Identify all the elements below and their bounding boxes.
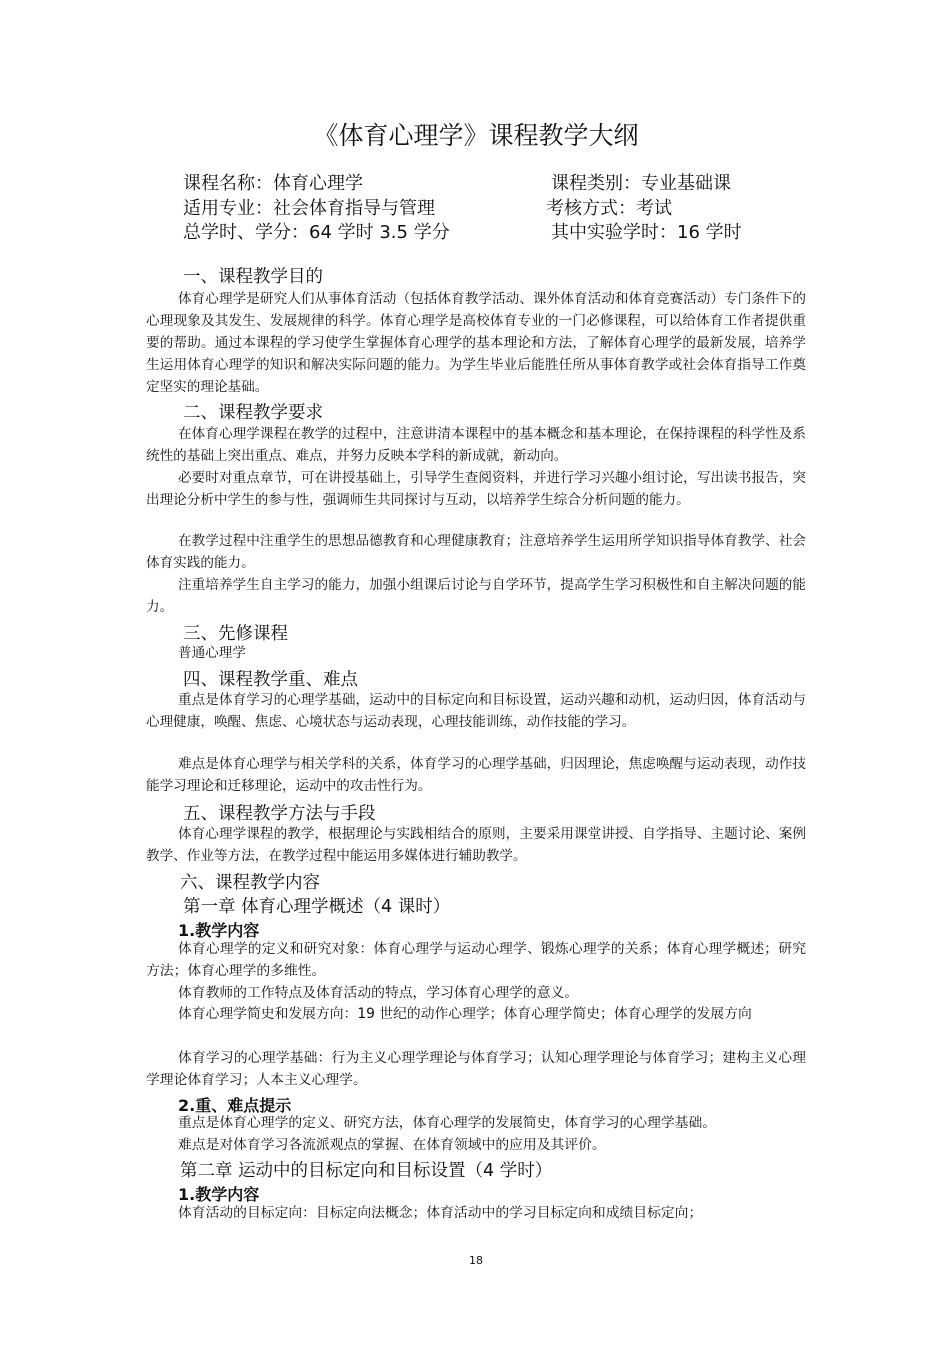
- section-5-paragraph: 体育心理学课程的教学，根据理论与实践相结合的原则，主要采用课堂讲授、自学指导、主题讨论、案例教学、作业等方法，在教学过程中能运用多媒体进行辅助教学。: [146, 826, 806, 864]
- section-3-paragraph: 普通心理学: [178, 645, 246, 661]
- section-2-paragraph-4: 注重培养学生自主学习的能力，加强小组课后讨论与自学环节，提高学生学习积极性和自主解决问题的能力。: [146, 577, 806, 615]
- section-4-heading: 四、课程教学重、难点: [183, 670, 358, 690]
- course-name: 课程名称：体育心理学: [183, 173, 363, 194]
- section-5-heading: 五、课程教学方法与手段: [183, 804, 376, 824]
- assessment: 考核方式：考试: [546, 198, 672, 219]
- chapter-1-paragraph-4: 体育学习的心理学基础：行为主义心理学理论与体育学习；认知心理学理论与体育学习；建构主义心理学理论体育学习；人本主义心理学。: [146, 1050, 806, 1088]
- chapter-1-heading: 第一章 体育心理学概述（4 课时）: [183, 897, 451, 917]
- major: 适用专业：社会体育指导与管理: [183, 198, 435, 219]
- section-2-paragraph-1: 在体育心理学课程在教学的过程中，注意讲清本课程中的基本概念和基本理论，在保持课程的科学性及系统性的基础上突出重点、难点，并努力反映本学科的新成就，新动向。: [146, 426, 806, 464]
- section-2-paragraph-3: 在教学过程中注重学生的思想品德教育和心理健康教育；注意培养学生运用所学知识指导体育教学、社会体育实践的能力。: [146, 533, 806, 571]
- section-4-paragraph-2: 难点是体育心理学与相关学科的关系，体育学习的心理学基础，归因理论，焦虑唤醒与运动表现，动作技能学习理论和迁移理论，运动中的攻击性行为。: [146, 756, 806, 794]
- chapter-2-subheading-content: 1.教学内容: [178, 1185, 260, 1204]
- info-row-1: [0, 169, 952, 195]
- chapter-1-subheading-content: 1.教学内容: [178, 921, 260, 940]
- section-1-heading: 一、课程教学目的: [183, 267, 323, 287]
- section-4-paragraph-1: 重点是体育学习的心理学基础，运动中的目标定向和目标设置，运动兴趣和动机，运动归因，体育活动与心理健康，唤醒、焦虑、心境状态与运动表现，心理技能训练，动作技能的学习。: [146, 692, 806, 730]
- chapter-1-paragraph-1: 体育心理学的定义和研究对象：体育心理学与运动心理学、锻炼心理学的关系；体育心理学概述；研究方法；体育心理学的多维性。: [146, 941, 806, 979]
- chapter-1-paragraph-3: 体育心理学简史和发展方向：19 世纪的动作心理学；体育心理学简史；体育心理学的发展方向: [178, 1006, 752, 1022]
- info-row-2: [0, 194, 952, 220]
- document-title: 《体育心理学》课程教学大纲: [313, 121, 639, 150]
- course-type: 课程类别：专业基础课: [551, 173, 731, 194]
- section-2-paragraph-2: 必要时对重点章节，可在讲授基础上，引导学生查阅资料，并进行学习兴趣小组讨论，写出读书报告，突出理论分析中学生的参与性，强调师生共同探讨与互动，以培养学生综合分析问题的能力。: [146, 470, 806, 508]
- section-6-heading: 六、课程教学内容: [180, 873, 320, 893]
- hours-credits: 总学时、学分：64 学时 3.5 学分: [183, 222, 450, 243]
- page-number: 18: [469, 1254, 483, 1267]
- chapter-2-heading: 第二章 运动中的目标定向和目标设置（4 学时）: [180, 1161, 553, 1181]
- section-1-paragraph: 体育心理学是研究人们从事体育活动（包括体育教学活动、课外体育活动和体育竞赛活动）专门条件下的心理现象及其发生、发展规律的科学。体育心理学是高校体育专业的一门必修课程，可以给体育工作者提供重要的帮助。通过本课程的学习使学生掌握体育心理学的基本理论和方法，了解体育心理学的最新发展，培养学生运用体育心理学的知识和解决实际问题的能力。为学生毕业后能胜任所从事体育教学或社会体育指导工作奠定坚实的理论基础。: [146, 291, 806, 395]
- chapter-1-subheading-key-points: 2.重、难点提示: [178, 1096, 292, 1115]
- lab-hours: 其中实验学时：16 学时: [551, 222, 742, 243]
- chapter-1-paragraph-6: 难点是对体育学习各流派观点的掌握、在体育领域中的应用及其评价。: [178, 1137, 606, 1153]
- section-3-heading: 三、先修课程: [183, 624, 288, 644]
- chapter-2-paragraph-1: 体育活动的目标定向：目标定向法概念；体育活动中的学习目标定向和成绩目标定向；: [178, 1205, 703, 1221]
- chapter-1-paragraph-5: 重点是体育心理学的定义、研究方法，体育心理学的发展简史，体育学习的心理学基础。: [178, 1115, 717, 1131]
- chapter-1-paragraph-2: 体育教师的工作特点及体育活动的特点，学习体育心理学的意义。: [178, 985, 579, 1001]
- info-row-3: [0, 218, 952, 244]
- section-2-heading: 二、课程教学要求: [183, 403, 323, 423]
